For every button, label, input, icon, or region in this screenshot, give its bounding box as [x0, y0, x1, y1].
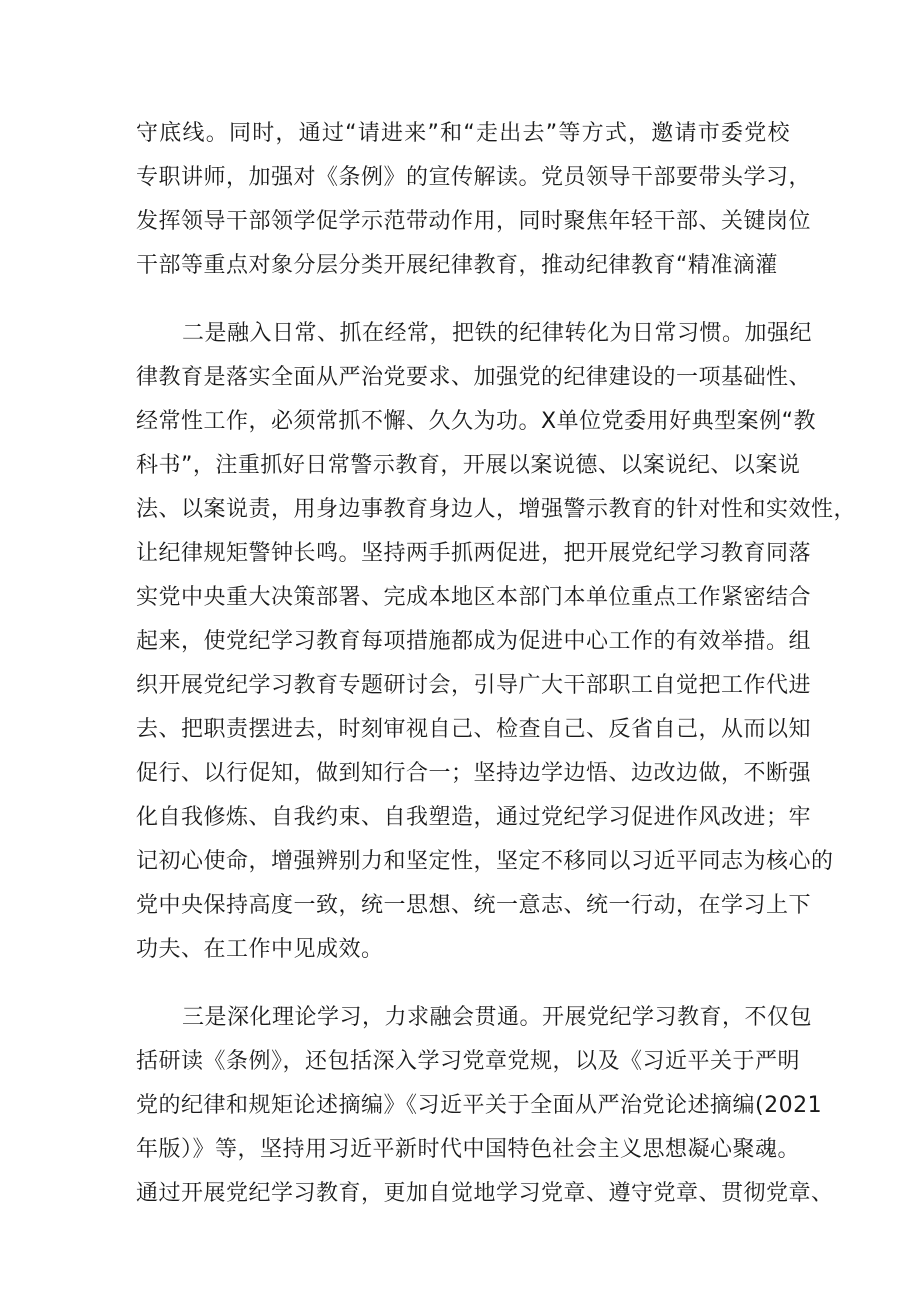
text-line: 记初心使命，增强辨别力和坚定性，坚定不移同以习近平同志为核心的	[136, 849, 834, 874]
paragraph-spacer	[136, 972, 790, 996]
text-line: 功夫、在工作中见成效。	[136, 937, 384, 962]
paragraph-1	[136, 112, 812, 288]
text-line: 党中央保持高度一致，统一思想、统一意志、统一行动，在学习上下	[136, 893, 812, 918]
text-line: 年版）》等，坚持用习近平新时代中国特色社会主义思想凝心聚魂。	[136, 1137, 801, 1162]
text-line: 发挥领导干部领学促学示范带动作用，同时聚焦年轻干部、关键岗位	[136, 209, 812, 234]
text-line: 守底线。同时，通过“请进来”和“走出去”等方式，邀请市委党校	[136, 121, 790, 146]
text-line: 干部等重点对象分层分类开展纪律教育，推动纪律教育“精准滴灌	[136, 253, 778, 278]
text-line: 去、把职责摆进去，时刻审视自己、检查自己、反省自己，从而以知	[136, 717, 812, 742]
text-line: 化自我修炼、自我约束、自我塑造，通过党纪学习促进作风改进；牢	[136, 805, 812, 830]
text-line: 实党中央重大决策部署、完成本地区本部门本单位重点工作紧密结合	[136, 585, 812, 610]
text-line: 括研读《条例》，还包括深入学习党章党规，以及《习近平关于严明	[136, 1049, 801, 1074]
text-line: 二是融入日常、抓在经常，把铁的纪律转化为日常习惯。加强纪	[182, 321, 813, 346]
text-line: 通过开展党纪学习教育，更加自觉地学习党章、遵守党章、贯彻党章、	[136, 1181, 834, 1206]
text-line: 织开展党纪学习教育专题研讨会，引导广大干部职工自觉把工作代进	[136, 673, 812, 698]
paragraph-3	[136, 996, 834, 1216]
text-line: 律教育是落实全面从严治党要求、加强党的纪律建设的一项基础性、	[136, 365, 812, 390]
text-line: 三是深化理论学习，力求融会贯通。开展党纪学习教育，不仅包	[182, 1005, 813, 1030]
text-line: 经常性工作，必须常抓不懈、久久为功。X单位党委用好典型案例“教	[136, 409, 816, 434]
text-line: 促行、以行促知，做到知行合一；坚持边学边悟、边改边做，不断强	[136, 761, 812, 786]
text-line: 让纪律规矩警钟长鸣。坚持两手抓两促进，把开展党纪学习教育同落	[136, 541, 812, 566]
paragraph-2	[136, 312, 857, 972]
text-line: 科书”，注重抓好日常警示教育，开展以案说德、以案说纪、以案说	[136, 453, 801, 478]
document-body	[136, 112, 857, 1216]
text-line: 专职讲师，加强对《条例》的宣传解读。党员领导干部要带头学习，	[136, 165, 812, 190]
text-line: 党的纪律和规矩论述摘编》《习近平关于全面从严治党论述摘编(2021	[136, 1093, 823, 1118]
text-line: 起来，使党纪学习教育每项措施都成为促进中心工作的有效举措。组	[136, 629, 812, 654]
paragraph-spacer	[136, 288, 790, 312]
text-line: 法、以案说责，用身边事教育身边人，增强警示教育的针对性和实效性，	[136, 497, 857, 522]
